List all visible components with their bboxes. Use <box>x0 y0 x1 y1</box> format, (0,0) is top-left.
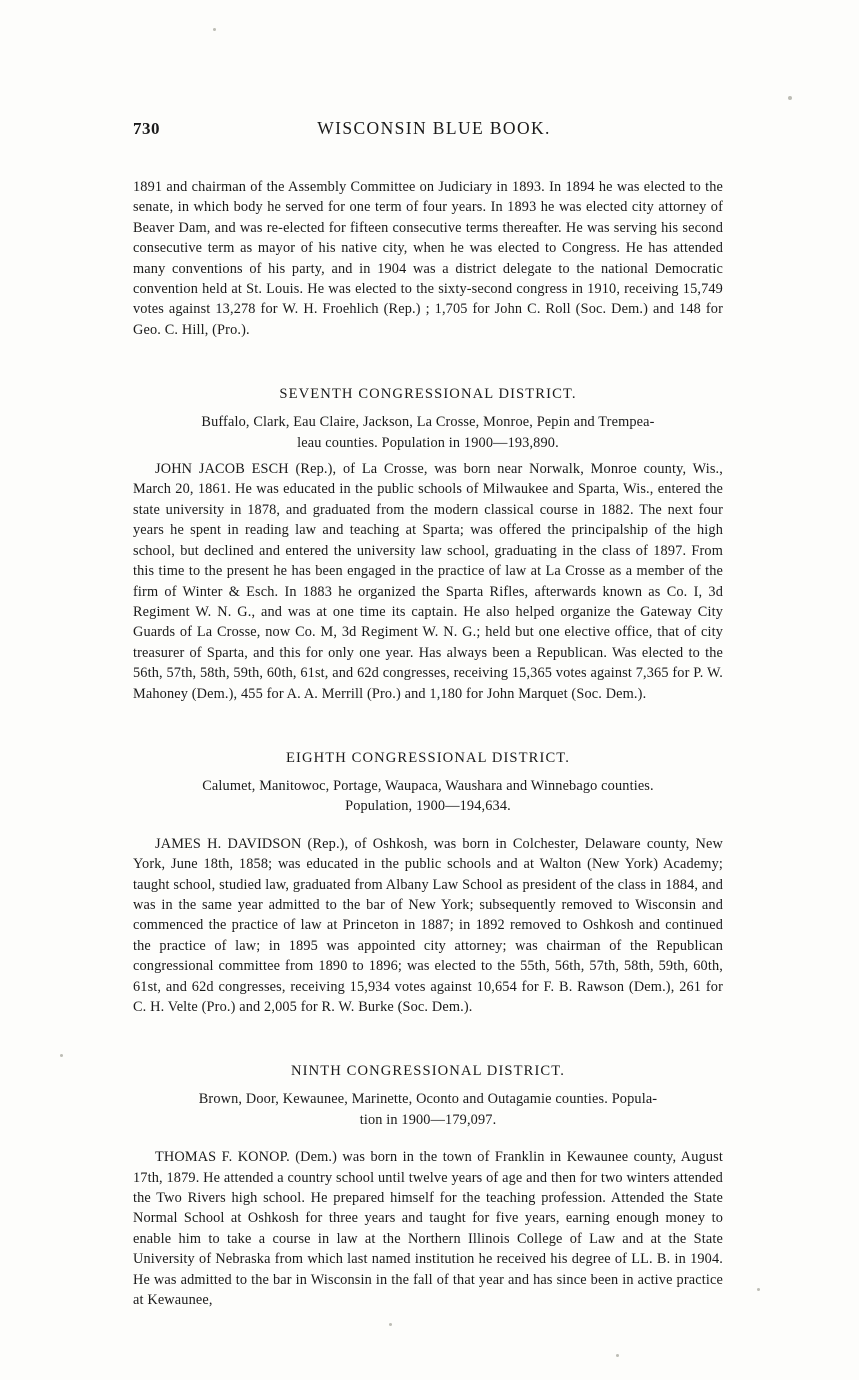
page-header <box>133 118 723 139</box>
district-counties-ninth <box>133 1089 723 1130</box>
district-counties-line1: Buffalo, Clark, Eau Claire, Jackson, La Crosse, Monroe, Pepin and Trempea- <box>201 414 655 431</box>
spacer <box>133 340 723 360</box>
page-speck <box>213 28 216 31</box>
spacer <box>133 1017 723 1037</box>
page-content <box>133 118 723 1310</box>
district-heading-eighth: EIGHTH CONGRESSIONAL DISTRICT. <box>286 749 570 766</box>
paragraph-esch: JOHN JACOB ESCH (Rep.), of La Crosse, was born near Norwalk, Monroe county, Wis., March 20, 1861. He was educated in the public schools of Milwaukee and Sparta, Wis., entered the state university in 1878, and graduated from the modern classical course in 1882. The next four years he spent in reading law and teaching at Sparta; was offered the principalship of the high school, but declined and entered the university law school, graduating in the class of 1897. From this time to the present he has been engaged in the practice of law at La Crosse as a member of the firm of Winter & Esch. In 1883 he organized the Sparta Rifles, afterwards known as Co. I, 3d Regiment W. N. G., and was at one time its captain. He also helped organize the Gateway City Guards of La Crosse, now Co. M, 3d Regiment W. N. G.; held but one elective office, that of city treasurer of Sparta, and this for only one year. Has always been a Republican. Was elected to the 56th, 57th, 58th, 59th, 60th, 61st, and 62d congresses, receiving 15,365 votes against 7,365 for P. W. Mahoney (Dem.), 455 for A. A. Merrill (Pro.) and 1,180 for John Marquet (Soc. Dem.). <box>133 461 723 702</box>
page-speck <box>616 1354 619 1357</box>
district-counties-seventh <box>133 412 723 453</box>
district-counties-line2: leau counties. Population in 1900—193,890. <box>297 434 559 451</box>
paragraph-opening: 1891 and chairman of the Assembly Committee on Judiciary in 1893. In 1894 he was elected to the senate, in which body he served for one term of four years. In 1893 he was elected city attorney of Beaver Dam, and was re-elected for fifteen consecutive terms thereafter. He was serving his second consecutive term as mayor of his native city, when he was elected to Congress. He has attended many conventions of his party, and in 1904 was a district delegate to the national Democratic convention held at St. Louis. He was elected to the sixty-second congress in 1910, receiving 15,749 votes against 13,278 for W. H. Froehlich (Rep.) ; 1,705 for John C. Roll (Soc. Dem.) and 148 for Geo. C. Hill, (Pro.). <box>133 179 723 338</box>
district-counties-line1: Calumet, Manitowoc, Portage, Waupaca, Waushara and Winnebago counties. <box>202 777 654 794</box>
district-counties-eighth <box>133 776 723 817</box>
district-counties-line1: Brown, Door, Kewaunee, Marinette, Oconto and Outagamie counties. Popula- <box>198 1091 658 1108</box>
page-speck <box>757 1288 760 1291</box>
spacer <box>133 1136 723 1147</box>
district-heading-seventh: SEVENTH CONGRESSIONAL DISTRICT. <box>279 386 577 403</box>
running-title: WISCONSIN BLUE BOOK. <box>317 118 551 138</box>
district-heading-ninth: NINTH CONGRESSIONAL DISTRICT. <box>291 1063 565 1080</box>
district-counties-line2: Population, 1900—194,634. <box>345 798 511 815</box>
page-speck <box>60 1054 63 1057</box>
spacer <box>133 823 723 834</box>
page-number: 730 <box>133 119 160 138</box>
spacer <box>133 704 723 724</box>
district-counties-line2: tion in 1900—179,097. <box>359 1111 497 1128</box>
page-speck <box>389 1323 392 1326</box>
paragraph-konop: THOMAS F. KONOP. (Dem.) was born in the town of Franklin in Kewaunee county, August 17th, 1879. He attended a country school until twelve years of age and then for two winters attended the Two Rivers high school. He prepared himself for the teaching profession. Attended the State Normal School at Oshkosh for three years and taught for five years, earning enough money to enable him to take a course in law at the Northern Illinois College of Law and at the State University of Nebraska from which last named institution he received his degree of LL. B. in 1904. He was admitted to the bar in Wisconsin in the fall of that year and has since been in active practice at Kewaunee, <box>133 1149 723 1309</box>
page-speck <box>788 96 792 100</box>
paragraph-davidson: JAMES H. DAVIDSON (Rep.), of Oshkosh, was born in Colchester, Delaware county, New York, June 18th, 1858; was educated in the public schools and at Walton (New York) Academy; taught school, studied law, graduated from Albany Law School as president of the class in 1884, and was in the same year admitted to the bar of New York; subsequently removed to Wisconsin and commenced the practice of law at Princeton in 1887; in 1892 removed to Oshkosh and continued the practice of law; in 1895 was appointed city attorney; was chairman of the Republican congressional committee from 1890 to 1896; was elected to the 55th, 56th, 57th, 58th, 59th, 60th, 61st, and 62d congresses, receiving 15,934 votes against 10,654 for F. B. Rawson (Dem.), 261 for C. H. Velte (Pro.) and 2,005 for R. W. Burke (Soc. Dem.). <box>133 835 723 1015</box>
